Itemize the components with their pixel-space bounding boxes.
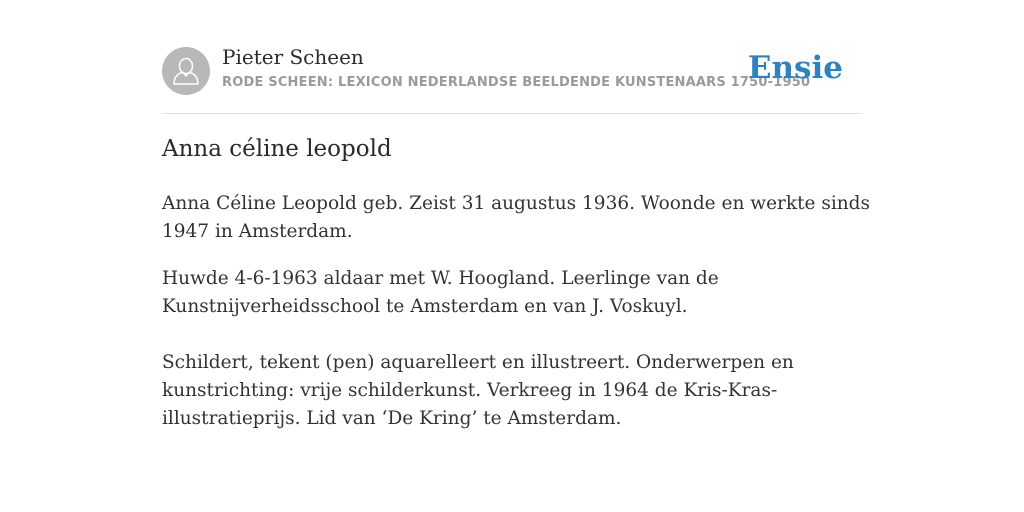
article-paragraph-2: Huwde 4-6-1963 aldaar met W. Hoogland. Leerlinge van de Kunstnijverheidsschool te Amsterdam en van J. Voskuyl. <box>162 268 719 317</box>
article-title: Anna céline leopold <box>162 136 392 162</box>
ensie-logo[interactable]: Ensie <box>747 50 843 86</box>
article-paragraph-3: Schildert, tekent (pen) aquarelleert en illustreert. Onderwerpen en kunstrichting: vrije schilderkunst. Verkreeg in 1964 de Kris-Kras-illustratieprijs. Lid van ‘De Kring’ te Amsterdam. <box>162 352 794 429</box>
user-avatar-icon <box>172 56 200 86</box>
article-header <box>162 44 862 114</box>
author-name[interactable]: Pieter Scheen <box>222 45 364 69</box>
source-lexicon[interactable]: RODE SCHEEN: LEXICON NEDERLANDSE BEELDENDE KUNSTENAARS 1750-1950 <box>222 75 811 90</box>
article-paragraph-1: Anna Céline Leopold geb. Zeist 31 augustus 1936. Woonde en werkte sinds 1947 in Amsterdam. <box>162 193 871 242</box>
author-avatar[interactable] <box>162 47 210 95</box>
